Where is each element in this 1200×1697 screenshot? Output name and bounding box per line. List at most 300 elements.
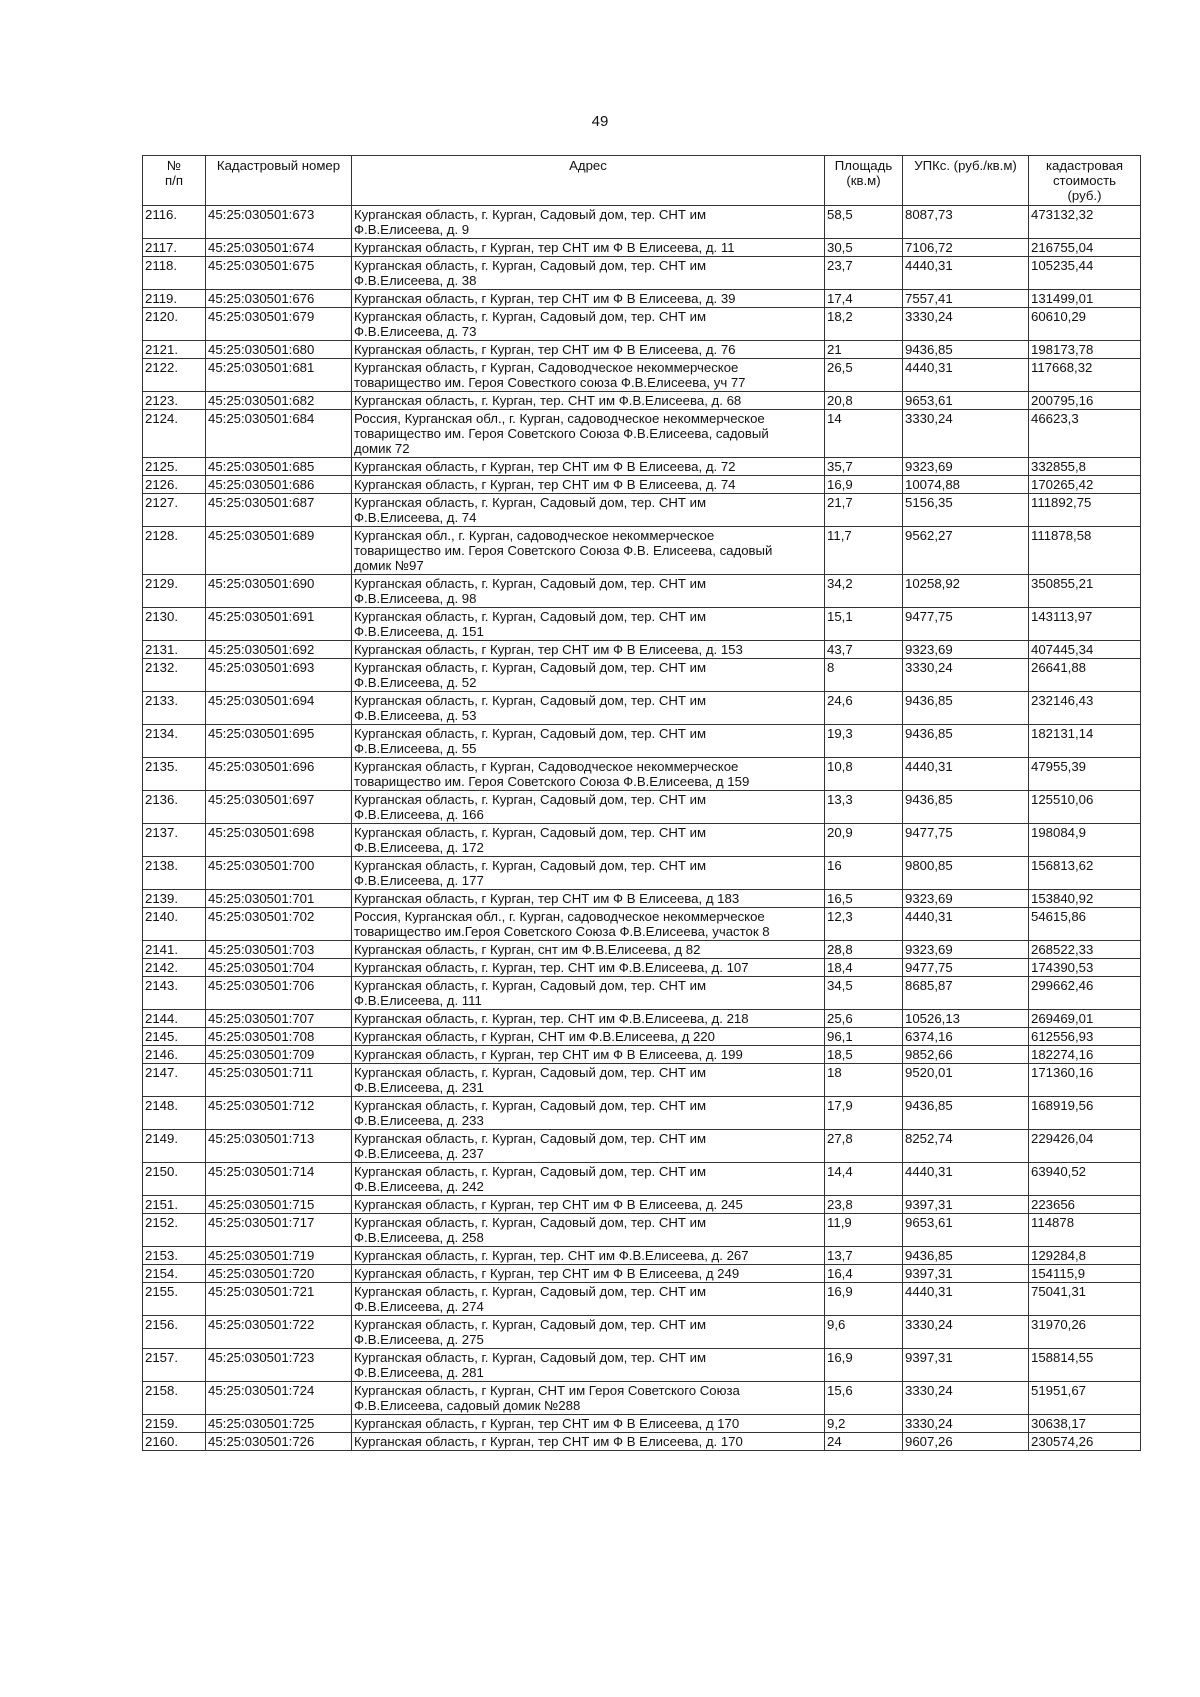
cell-upks: 9607,26 (903, 1433, 1029, 1451)
cell-address: Курганская область, г Курган, тер СНТ им Ф В Елисеева, д. 199 (352, 1046, 825, 1064)
cell-row-number: 2160. (143, 1433, 206, 1451)
cell-row-number: 2157. (143, 1349, 206, 1382)
table-row (143, 257, 1141, 290)
cell-address: Курганская область, г Курган, тер СНТ им Ф В Елисеева, д. 72 (352, 458, 825, 476)
cell-cadastral-cost: 75041,31 (1029, 1283, 1141, 1316)
cell-row-number: 2128. (143, 527, 206, 575)
cell-cadastral-number: 45:25:030501:693 (206, 659, 352, 692)
cell-upks: 9436,85 (903, 1247, 1029, 1265)
header-area: Площадь (кв.м) (825, 156, 903, 206)
cell-area: 18,4 (825, 959, 903, 977)
cell-cadastral-number: 45:25:030501:712 (206, 1097, 352, 1130)
cell-row-number: 2118. (143, 257, 206, 290)
cell-upks: 5156,35 (903, 494, 1029, 527)
cell-row-number: 2149. (143, 1130, 206, 1163)
header-num: № п/п (143, 156, 206, 206)
cell-upks: 4440,31 (903, 359, 1029, 392)
cell-cadastral-number: 45:25:030501:698 (206, 824, 352, 857)
cell-cadastral-number: 45:25:030501:726 (206, 1433, 352, 1451)
cell-address: Курганская область, г. Курган, Садовый дом, тер. СНТ им Ф.В.Елисеева, д. 53 (352, 692, 825, 725)
cell-row-number: 2123. (143, 392, 206, 410)
cell-upks: 9477,75 (903, 959, 1029, 977)
table-row (143, 476, 1141, 494)
cell-cadastral-cost: 223656 (1029, 1196, 1141, 1214)
cell-address: Курганская область, г. Курган, Садовый дом, тер. СНТ им Ф.В.Елисеева, д. 98 (352, 575, 825, 608)
cell-upks: 4440,31 (903, 758, 1029, 791)
cell-row-number: 2137. (143, 824, 206, 857)
cell-cadastral-number: 45:25:030501:707 (206, 1010, 352, 1028)
cell-upks: 9562,27 (903, 527, 1029, 575)
cell-cadastral-cost: 612556,93 (1029, 1028, 1141, 1046)
page-number: 49 (591, 113, 609, 130)
cell-area: 20,9 (825, 824, 903, 857)
cell-upks: 3330,24 (903, 410, 1029, 458)
cell-upks: 9800,85 (903, 857, 1029, 890)
table-row (143, 1415, 1141, 1433)
cell-row-number: 2121. (143, 341, 206, 359)
cell-upks: 3330,24 (903, 1316, 1029, 1349)
cell-cadastral-cost: 171360,16 (1029, 1064, 1141, 1097)
cell-upks: 9397,31 (903, 1196, 1029, 1214)
cell-area: 16 (825, 857, 903, 890)
cell-address: Россия, Курганская обл., г. Курган, садоводческое некоммерческое товарищество им. Героя Советского Союза Ф.В.Елисеева, садовый домик 72 (352, 410, 825, 458)
cell-cadastral-number: 45:25:030501:686 (206, 476, 352, 494)
cell-row-number: 2143. (143, 977, 206, 1010)
cell-area: 25,6 (825, 1010, 903, 1028)
cell-area: 18,2 (825, 308, 903, 341)
cell-cadastral-number: 45:25:030501:721 (206, 1283, 352, 1316)
cell-address: Курганская обл., г. Курган, садоводческое некоммерческое товарищество им. Героя Советского Союза Ф.В. Елисеева, садовый домик №97 (352, 527, 825, 575)
cell-area: 26,5 (825, 359, 903, 392)
cell-area: 27,8 (825, 1130, 903, 1163)
cell-upks: 3330,24 (903, 1382, 1029, 1415)
cell-address: Курганская область, г Курган, тер СНТ им Ф В Елисеева, д 183 (352, 890, 825, 908)
table-row (143, 527, 1141, 575)
cell-address: Курганская область, г Курган, тер СНТ им Ф В Елисеева, д 170 (352, 1415, 825, 1433)
cell-cadastral-number: 45:25:030501:676 (206, 290, 352, 308)
cell-cadastral-number: 45:25:030501:701 (206, 890, 352, 908)
cell-row-number: 2140. (143, 908, 206, 941)
cell-row-number: 2134. (143, 725, 206, 758)
cell-address: Курганская область, г. Курган, Садовый дом, тер. СНТ им Ф.В.Елисеева, д. 274 (352, 1283, 825, 1316)
table-row (143, 308, 1141, 341)
table-row (143, 890, 1141, 908)
cell-cadastral-number: 45:25:030501:709 (206, 1046, 352, 1064)
cell-cadastral-number: 45:25:030501:675 (206, 257, 352, 290)
cell-row-number: 2148. (143, 1097, 206, 1130)
cell-cadastral-cost: 299662,46 (1029, 977, 1141, 1010)
cell-upks: 9520,01 (903, 1064, 1029, 1097)
cell-cadastral-number: 45:25:030501:687 (206, 494, 352, 527)
cell-row-number: 2151. (143, 1196, 206, 1214)
cell-row-number: 2116. (143, 206, 206, 239)
table-row (143, 1265, 1141, 1283)
cell-row-number: 2130. (143, 608, 206, 641)
cell-area: 18 (825, 1064, 903, 1097)
cell-cadastral-cost: 232146,43 (1029, 692, 1141, 725)
cell-upks: 9436,85 (903, 791, 1029, 824)
cell-cadastral-cost: 350855,21 (1029, 575, 1141, 608)
cell-row-number: 2152. (143, 1214, 206, 1247)
cell-cadastral-cost: 30638,17 (1029, 1415, 1141, 1433)
cell-address: Курганская область, г Курган, тер СНТ им Ф В Елисеева, д 249 (352, 1265, 825, 1283)
cell-upks: 9477,75 (903, 824, 1029, 857)
cell-row-number: 2126. (143, 476, 206, 494)
cell-cadastral-cost: 156813,62 (1029, 857, 1141, 890)
table-row (143, 641, 1141, 659)
cell-cadastral-number: 45:25:030501:673 (206, 206, 352, 239)
cell-upks: 9477,75 (903, 608, 1029, 641)
cell-address: Курганская область, г Курган, тер СНТ им Ф В Елисеева, д. 245 (352, 1196, 825, 1214)
cell-upks: 3330,24 (903, 308, 1029, 341)
cell-cadastral-cost: 153840,92 (1029, 890, 1141, 908)
table-row (143, 1130, 1141, 1163)
cell-address: Россия, Курганская обл., г. Курган, садоводческое некоммерческое товарищество им.Героя Советского Союза Ф.В.Елисеева, участок 8 (352, 908, 825, 941)
cell-row-number: 2120. (143, 308, 206, 341)
cell-row-number: 2146. (143, 1046, 206, 1064)
cell-cadastral-cost: 332855,8 (1029, 458, 1141, 476)
cell-cadastral-cost: 154115,9 (1029, 1265, 1141, 1283)
cell-cadastral-number: 45:25:030501:685 (206, 458, 352, 476)
cell-address: Курганская область, г. Курган, Садовый дом, тер. СНТ им Ф.В.Елисеева, д. 231 (352, 1064, 825, 1097)
table-row (143, 941, 1141, 959)
cell-address: Курганская область, г. Курган, Садовый дом, тер. СНТ им Ф.В.Елисеева, д. 258 (352, 1214, 825, 1247)
header-upks: УПКс. (руб./кв.м) (903, 156, 1029, 206)
cell-upks: 9653,61 (903, 392, 1029, 410)
cell-area: 35,7 (825, 458, 903, 476)
cell-address: Курганская область, г Курган, тер СНТ им Ф В Елисеева, д. 39 (352, 290, 825, 308)
table-row (143, 1316, 1141, 1349)
cell-cadastral-cost: 114878 (1029, 1214, 1141, 1247)
header-address: Адрес (352, 156, 825, 206)
cell-cadastral-number: 45:25:030501:690 (206, 575, 352, 608)
table-row (143, 791, 1141, 824)
cell-upks: 10258,92 (903, 575, 1029, 608)
cell-upks: 4440,31 (903, 257, 1029, 290)
cell-area: 16,4 (825, 1265, 903, 1283)
cell-address: Курганская область, г. Курган, Садовый дом, тер. СНТ им Ф.В.Елисеева, д. 166 (352, 791, 825, 824)
cell-upks: 3330,24 (903, 659, 1029, 692)
table-row (143, 1349, 1141, 1382)
table-row (143, 206, 1141, 239)
cell-upks: 9323,69 (903, 641, 1029, 659)
cell-cadastral-cost: 129284,8 (1029, 1247, 1141, 1265)
cell-upks: 9653,61 (903, 1214, 1029, 1247)
cell-cadastral-number: 45:25:030501:681 (206, 359, 352, 392)
cell-address: Курганская область, г. Курган, Садовый дом, тер. СНТ им Ф.В.Елисеева, д. 233 (352, 1097, 825, 1130)
table-row (143, 290, 1141, 308)
cell-cadastral-number: 45:25:030501:696 (206, 758, 352, 791)
cell-address: Курганская область, г. Курган, Садовый дом, тер. СНТ им Ф.В.Елисеева, д. 151 (352, 608, 825, 641)
cell-upks: 9436,85 (903, 341, 1029, 359)
table-row (143, 959, 1141, 977)
cell-cadastral-number: 45:25:030501:725 (206, 1415, 352, 1433)
cell-area: 21 (825, 341, 903, 359)
cell-row-number: 2156. (143, 1316, 206, 1349)
cell-area: 9,6 (825, 1316, 903, 1349)
cell-area: 24 (825, 1433, 903, 1451)
cell-upks: 8087,73 (903, 206, 1029, 239)
cell-address: Курганская область, г. Курган, Садовый дом, тер. СНТ им Ф.В.Елисеева, д. 281 (352, 1349, 825, 1382)
table-row (143, 410, 1141, 458)
table-row (143, 857, 1141, 890)
cell-cadastral-number: 45:25:030501:715 (206, 1196, 352, 1214)
cell-row-number: 2139. (143, 890, 206, 908)
cell-address: Курганская область, г. Курган, Садовый дом, тер. СНТ им Ф.В.Елисеева, д. 237 (352, 1130, 825, 1163)
cell-area: 43,7 (825, 641, 903, 659)
cell-cadastral-number: 45:25:030501:700 (206, 857, 352, 890)
cell-area: 28,8 (825, 941, 903, 959)
table-row (143, 1283, 1141, 1316)
cell-cadastral-cost: 26641,88 (1029, 659, 1141, 692)
cell-area: 16,9 (825, 476, 903, 494)
cell-cadastral-cost: 229426,04 (1029, 1130, 1141, 1163)
cell-area: 11,9 (825, 1214, 903, 1247)
cell-area: 15,1 (825, 608, 903, 641)
cell-address: Курганская область, г Курган, СНТ им Ф.В.Елисеева, д 220 (352, 1028, 825, 1046)
cell-cadastral-cost: 170265,42 (1029, 476, 1141, 494)
cell-upks: 7557,41 (903, 290, 1029, 308)
cell-address: Курганская область, г Курган, снт им Ф.В.Елисеева, д 82 (352, 941, 825, 959)
table-header (143, 156, 1141, 206)
cell-upks: 9436,85 (903, 725, 1029, 758)
table-row (143, 608, 1141, 641)
cell-upks: 9436,85 (903, 692, 1029, 725)
cell-cadastral-number: 45:25:030501:691 (206, 608, 352, 641)
cell-upks: 4440,31 (903, 1283, 1029, 1316)
table-row (143, 359, 1141, 392)
cell-address: Курганская область, г. Курган, Садовый дом, тер. СНТ им Ф.В.Елисеева, д. 38 (352, 257, 825, 290)
cell-row-number: 2159. (143, 1415, 206, 1433)
cell-cadastral-number: 45:25:030501:704 (206, 959, 352, 977)
cell-cadastral-cost: 198173,78 (1029, 341, 1141, 359)
cell-cadastral-number: 45:25:030501:702 (206, 908, 352, 941)
cell-area: 16,9 (825, 1349, 903, 1382)
cell-row-number: 2125. (143, 458, 206, 476)
cell-upks: 9323,69 (903, 458, 1029, 476)
cell-cadastral-cost: 46623,3 (1029, 410, 1141, 458)
cell-address: Курганская область, г. Курган, Садовый дом, тер. СНТ им Ф.В.Елисеева, д. 172 (352, 824, 825, 857)
cell-row-number: 2117. (143, 239, 206, 257)
cell-cadastral-cost: 125510,06 (1029, 791, 1141, 824)
cell-cadastral-number: 45:25:030501:723 (206, 1349, 352, 1382)
cell-address: Курганская область, г Курган, тер СНТ им Ф В Елисеева, д. 153 (352, 641, 825, 659)
cell-cadastral-cost: 174390,53 (1029, 959, 1141, 977)
cell-area: 23,8 (825, 1196, 903, 1214)
cell-upks: 7106,72 (903, 239, 1029, 257)
cell-cadastral-cost: 54615,86 (1029, 908, 1141, 941)
cell-cadastral-number: 45:25:030501:714 (206, 1163, 352, 1196)
cell-area: 12,3 (825, 908, 903, 941)
cell-row-number: 2122. (143, 359, 206, 392)
cell-cadastral-cost: 200795,16 (1029, 392, 1141, 410)
cell-upks: 10074,88 (903, 476, 1029, 494)
cell-area: 13,7 (825, 1247, 903, 1265)
cell-address: Курганская область, г. Курган, Садовый дом, тер. СНТ им Ф.В.Елисеева, д. 74 (352, 494, 825, 527)
cell-cadastral-cost: 168919,56 (1029, 1097, 1141, 1130)
cell-area: 96,1 (825, 1028, 903, 1046)
cell-cadastral-cost: 158814,55 (1029, 1349, 1141, 1382)
cell-row-number: 2127. (143, 494, 206, 527)
cell-cadastral-number: 45:25:030501:684 (206, 410, 352, 458)
cell-area: 8 (825, 659, 903, 692)
cell-cadastral-cost: 111892,75 (1029, 494, 1141, 527)
cell-row-number: 2155. (143, 1283, 206, 1316)
cell-cadastral-cost: 131499,01 (1029, 290, 1141, 308)
cell-cadastral-number: 45:25:030501:711 (206, 1064, 352, 1097)
cell-address: Курганская область, г. Курган, тер. СНТ им Ф.В.Елисеева, д. 68 (352, 392, 825, 410)
cell-cadastral-cost: 51951,67 (1029, 1382, 1141, 1415)
cell-upks: 9852,66 (903, 1046, 1029, 1064)
cell-upks: 9436,85 (903, 1097, 1029, 1130)
table-row (143, 758, 1141, 791)
cell-address: Курганская область, г. Курган, Садовый дом, тер. СНТ им Ф.В.Елисеева, д. 177 (352, 857, 825, 890)
cell-cadastral-cost: 216755,04 (1029, 239, 1141, 257)
cell-cadastral-cost: 47955,39 (1029, 758, 1141, 791)
cell-row-number: 2144. (143, 1010, 206, 1028)
cell-area: 14 (825, 410, 903, 458)
table-row (143, 1382, 1141, 1415)
cell-cadastral-cost: 230574,26 (1029, 1433, 1141, 1451)
cell-address: Курганская область, г. Курган, Садовый дом, тер. СНТ им Ф.В.Елисеева, д. 55 (352, 725, 825, 758)
cell-area: 23,7 (825, 257, 903, 290)
cell-cadastral-cost: 117668,32 (1029, 359, 1141, 392)
cell-cadastral-cost: 143113,97 (1029, 608, 1141, 641)
cell-cadastral-cost: 198084,9 (1029, 824, 1141, 857)
cell-row-number: 2142. (143, 959, 206, 977)
table-row (143, 908, 1141, 941)
cell-cadastral-cost: 473132,32 (1029, 206, 1141, 239)
table-row (143, 659, 1141, 692)
cadastral-registry-table (142, 155, 1141, 1451)
cell-row-number: 2147. (143, 1064, 206, 1097)
cell-cadastral-number: 45:25:030501:680 (206, 341, 352, 359)
table-row (143, 1247, 1141, 1265)
cell-area: 17,4 (825, 290, 903, 308)
cell-cadastral-number: 45:25:030501:674 (206, 239, 352, 257)
table-row (143, 458, 1141, 476)
cell-cadastral-number: 45:25:030501:706 (206, 977, 352, 1010)
cell-cadastral-cost: 182131,14 (1029, 725, 1141, 758)
cell-cadastral-number: 45:25:030501:717 (206, 1214, 352, 1247)
cell-area: 9,2 (825, 1415, 903, 1433)
cell-cadastral-cost: 63940,52 (1029, 1163, 1141, 1196)
cell-area: 10,8 (825, 758, 903, 791)
table-row (143, 1433, 1141, 1451)
cell-area: 17,9 (825, 1097, 903, 1130)
cell-area: 30,5 (825, 239, 903, 257)
table-row (143, 1163, 1141, 1196)
cell-cadastral-cost: 407445,34 (1029, 641, 1141, 659)
cell-cadastral-cost: 269469,01 (1029, 1010, 1141, 1028)
cell-row-number: 2138. (143, 857, 206, 890)
cell-cadastral-number: 45:25:030501:692 (206, 641, 352, 659)
cell-row-number: 2124. (143, 410, 206, 458)
table-body (143, 206, 1141, 1451)
cell-area: 15,6 (825, 1382, 903, 1415)
cell-upks: 9397,31 (903, 1265, 1029, 1283)
cell-address: Курганская область, г Курган, Садоводческое некоммерческое товарищество им. Героя Советского Союза Ф.В.Елисеева, д 159 (352, 758, 825, 791)
cell-row-number: 2135. (143, 758, 206, 791)
cell-cadastral-number: 45:25:030501:703 (206, 941, 352, 959)
cell-row-number: 2145. (143, 1028, 206, 1046)
cell-cadastral-number: 45:25:030501:724 (206, 1382, 352, 1415)
cell-upks: 4440,31 (903, 908, 1029, 941)
cell-area: 21,7 (825, 494, 903, 527)
table-row (143, 392, 1141, 410)
cell-address: Курганская область, г. Курган, Садовый дом, тер. СНТ им Ф.В.Елисеева, д. 111 (352, 977, 825, 1010)
cell-cadastral-number: 45:25:030501:679 (206, 308, 352, 341)
cell-area: 14,4 (825, 1163, 903, 1196)
header-cadastral-cost: кадастровая стоимость (руб.) (1029, 156, 1141, 206)
cell-upks: 9397,31 (903, 1349, 1029, 1382)
cell-cadastral-number: 45:25:030501:722 (206, 1316, 352, 1349)
cell-address: Курганская область, г Курган, тер СНТ им Ф В Елисеева, д. 170 (352, 1433, 825, 1451)
table-row (143, 1028, 1141, 1046)
table-row (143, 824, 1141, 857)
table-row (143, 977, 1141, 1010)
cell-area: 58,5 (825, 206, 903, 239)
cell-cadastral-number: 45:25:030501:689 (206, 527, 352, 575)
cell-area: 16,5 (825, 890, 903, 908)
cell-address: Курганская область, г Курган, тер СНТ им Ф В Елисеева, д. 11 (352, 239, 825, 257)
cell-area: 13,3 (825, 791, 903, 824)
table-row (143, 575, 1141, 608)
cell-area: 19,3 (825, 725, 903, 758)
cell-area: 16,9 (825, 1283, 903, 1316)
cell-row-number: 2150. (143, 1163, 206, 1196)
cell-upks: 9323,69 (903, 941, 1029, 959)
cell-cadastral-cost: 60610,29 (1029, 308, 1141, 341)
cell-address: Курганская область, г. Курган, Садовый дом, тер. СНТ им Ф.В.Елисеева, д. 242 (352, 1163, 825, 1196)
cell-area: 34,2 (825, 575, 903, 608)
table-row (143, 494, 1141, 527)
table-row (143, 239, 1141, 257)
cell-address: Курганская область, г. Курган, Садовый дом, тер. СНТ им Ф.В.Елисеева, д. 52 (352, 659, 825, 692)
cell-row-number: 2154. (143, 1265, 206, 1283)
cell-area: 24,6 (825, 692, 903, 725)
cell-address: Курганская область, г Курган, тер СНТ им Ф В Елисеева, д. 76 (352, 341, 825, 359)
cell-cadastral-number: 45:25:030501:720 (206, 1265, 352, 1283)
cell-cadastral-number: 45:25:030501:695 (206, 725, 352, 758)
cell-upks: 3330,24 (903, 1415, 1029, 1433)
cell-cadastral-cost: 268522,33 (1029, 941, 1141, 959)
table-row (143, 341, 1141, 359)
table-row (143, 1046, 1141, 1064)
table-row (143, 692, 1141, 725)
cell-address: Курганская область, г Курган, Садоводческое некоммерческое товарищество им. Героя Совесткого союза Ф.В.Елисеева, уч 77 (352, 359, 825, 392)
cell-row-number: 2132. (143, 659, 206, 692)
cell-cadastral-number: 45:25:030501:713 (206, 1130, 352, 1163)
cell-address: Курганская область, г. Курган, Садовый дом, тер. СНТ им Ф.В.Елисеева, д. 275 (352, 1316, 825, 1349)
cell-area: 11,7 (825, 527, 903, 575)
cell-address: Курганская область, г. Курган, Садовый дом, тер. СНТ им Ф.В.Елисеева, д. 9 (352, 206, 825, 239)
table-row (143, 1010, 1141, 1028)
cell-cadastral-cost: 182274,16 (1029, 1046, 1141, 1064)
cell-area: 18,5 (825, 1046, 903, 1064)
cell-row-number: 2133. (143, 692, 206, 725)
table-row (143, 1196, 1141, 1214)
cell-row-number: 2131. (143, 641, 206, 659)
cell-upks: 8685,87 (903, 977, 1029, 1010)
table-row (143, 1064, 1141, 1097)
table-row (143, 1214, 1141, 1247)
cell-address: Курганская область, г. Курган, Садовый дом, тер. СНТ им Ф.В.Елисеева, д. 73 (352, 308, 825, 341)
cell-row-number: 2141. (143, 941, 206, 959)
cell-upks: 10526,13 (903, 1010, 1029, 1028)
cell-upks: 6374,16 (903, 1028, 1029, 1046)
cell-cadastral-number: 45:25:030501:694 (206, 692, 352, 725)
